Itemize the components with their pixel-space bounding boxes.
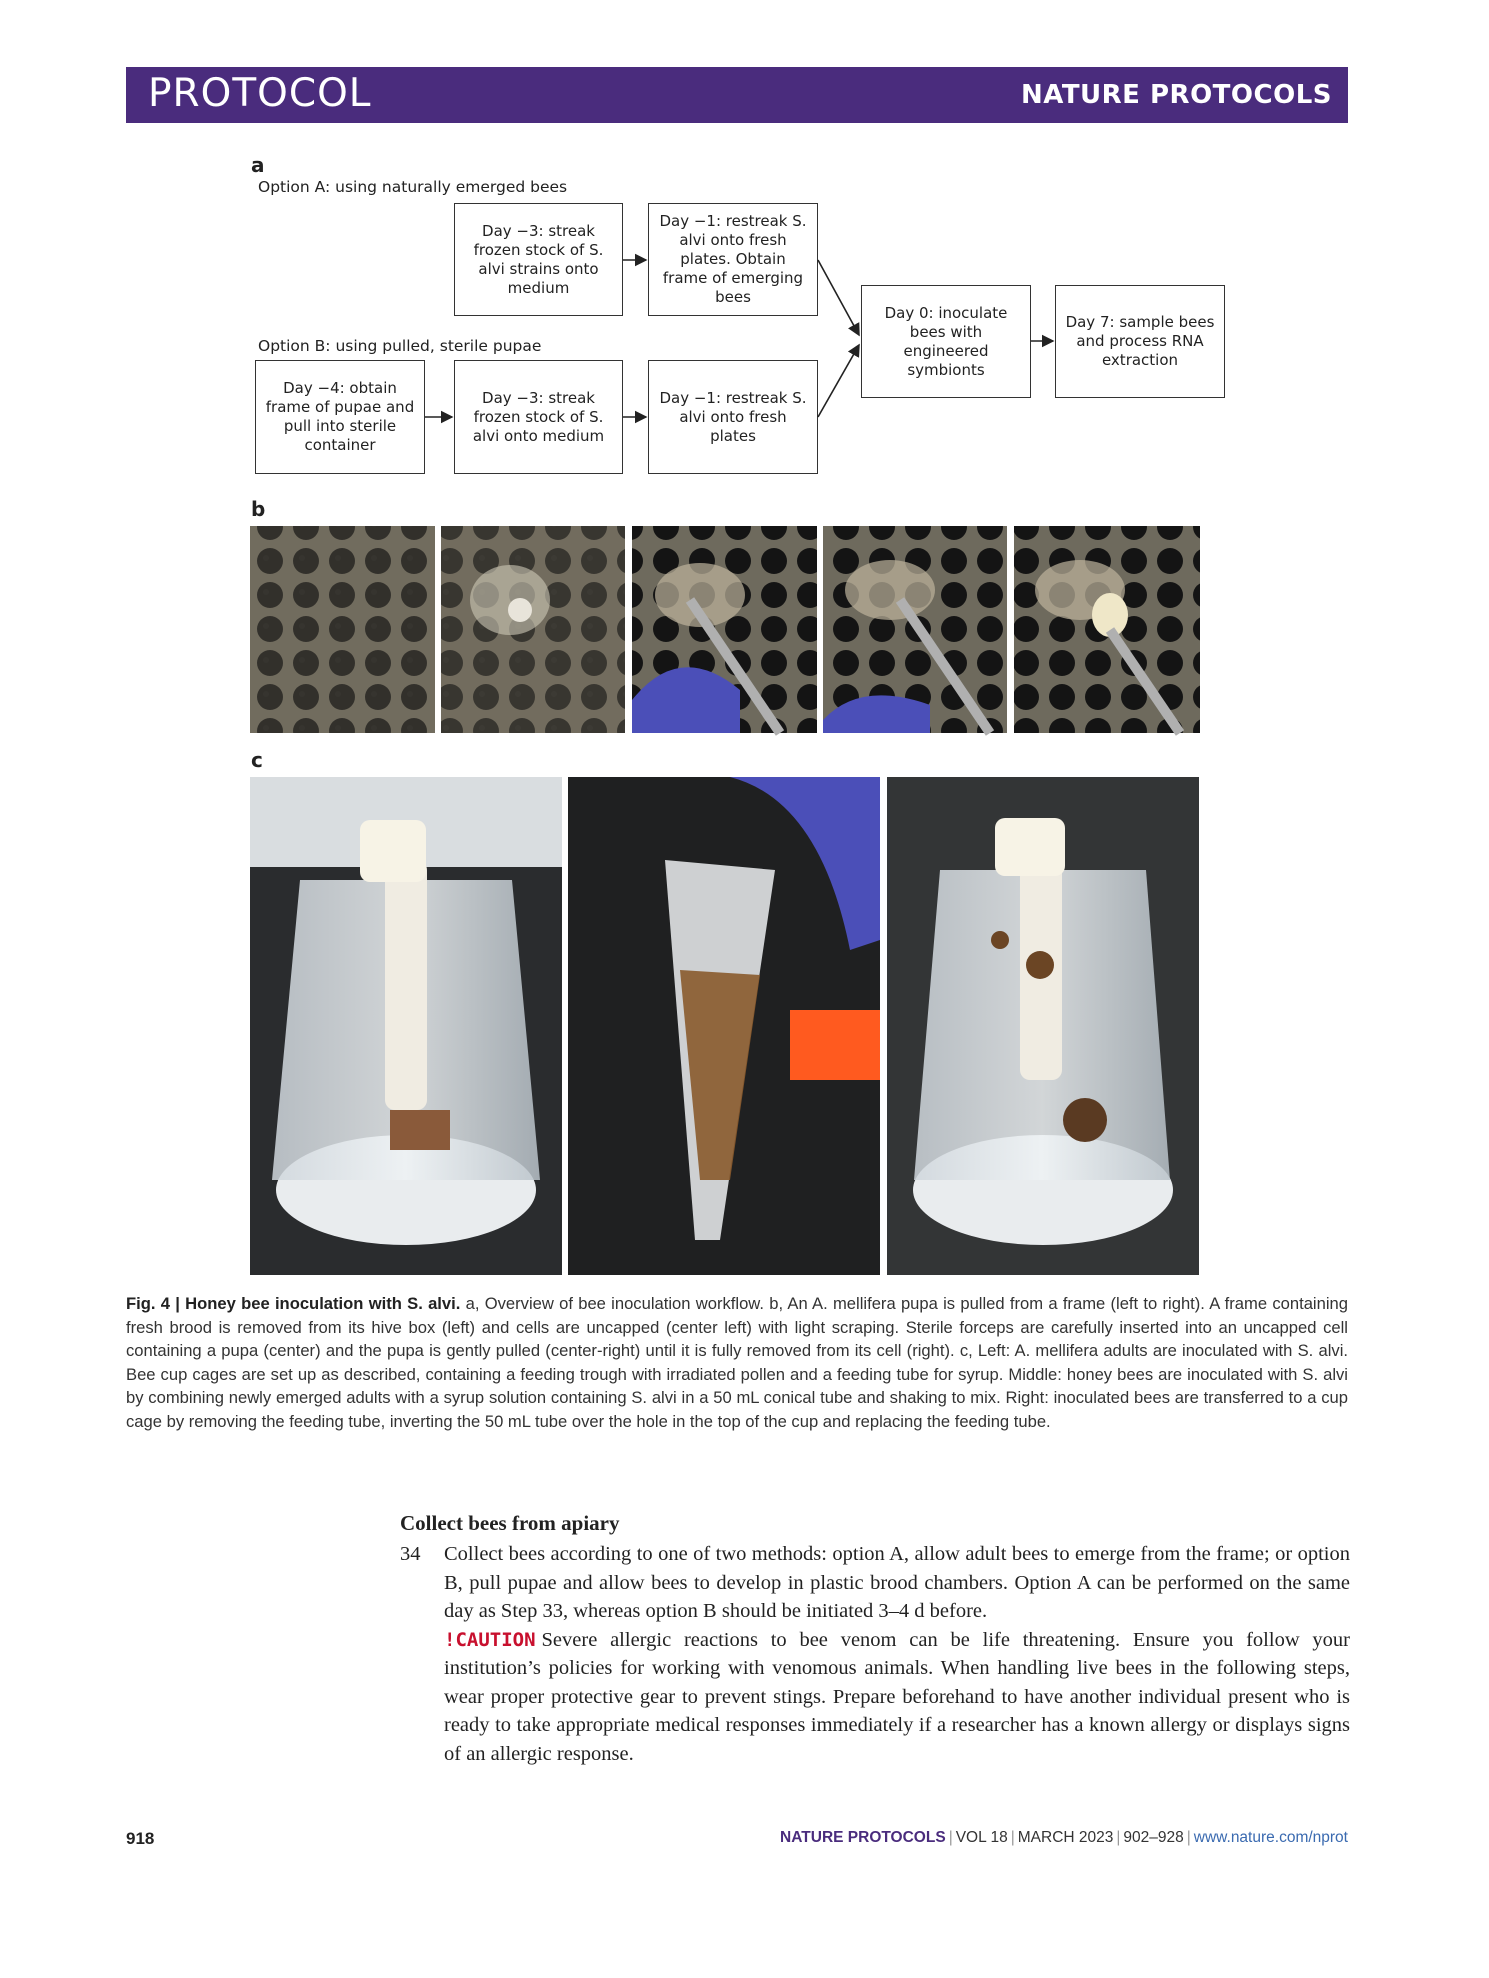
photo-b5-pupa-removed <box>1014 526 1200 733</box>
photo-b4-pulling <box>823 526 1007 733</box>
step-34 <box>400 1540 1350 1768</box>
footer-journal: NATURE PROTOCOLS <box>780 1829 946 1846</box>
box-option-b-day-minus4: Day −4: obtain frame of pupae and pull into sterile container <box>255 360 425 474</box>
caption-title: Fig. 4 | Honey bee inoculation with S. alvi. <box>126 1294 461 1313</box>
footer-volume: VOL 18 <box>955 1829 1008 1846</box>
step-text: Collect bees according to one of two methods: option A, allow adult bees to emerge from the frame; or option B, pull pupae and allow bees to develop in plastic brood chambers. Option A can be performed on the same day as Step 33, whereas option B should be initiated 3–4 d before. <box>444 1543 1350 1622</box>
section-heading: Collect bees from apiary <box>400 1511 620 1535</box>
caution-paragraph <box>444 1626 1350 1769</box>
footer-date: MARCH 2023 <box>1017 1829 1114 1846</box>
photo-c3-inoculated-cage <box>887 777 1199 1275</box>
box-day7-sample: Day 7: sample bees and process RNA extraction <box>1055 285 1225 398</box>
journal-name-header: NATURE PROTOCOLS <box>1020 80 1332 110</box>
box-option-a-day-minus1: Day −1: restreak S. alvi onto fresh plates. Obtain frame of emerging bees <box>648 203 818 316</box>
box-option-a-day-minus3: Day −3: streak frozen stock of S. alvi strains onto medium <box>454 203 623 316</box>
option-b-label: Option B: using pulled, sterile pupae <box>258 337 542 355</box>
panel-b-label: b <box>251 497 266 521</box>
box-option-b-day-minus3: Day −3: streak frozen stock of S. alvi onto medium <box>454 360 623 474</box>
protocol-section <box>400 1511 1350 1768</box>
photo-b3-forceps-inserted <box>632 526 817 733</box>
caution-text: Severe allergic reactions to bee venom can be life threatening. Ensure you follow your institution’s policies for working with venomous animals. When handling live bees in the following steps, wear proper protective gear to prevent stings. Prepare beforehand to have another individual present who is ready to take appropriate medical responses immediately if a researcher has a known allergy or displays signs of an allergic response. <box>444 1628 1350 1765</box>
section-type-label: PROTOCOL <box>148 71 372 116</box>
photo-c2-conical-tube <box>568 777 880 1275</box>
photo-b1-frame-left <box>250 526 435 733</box>
figure-caption <box>126 1292 1348 1434</box>
step-number: 34 <box>400 1543 421 1565</box>
panel-c-label: c <box>251 748 263 772</box>
box-day0-inoculate: Day 0: inoculate bees with engineered symbionts <box>861 285 1031 398</box>
box-option-b-day-minus1: Day −1: restreak S. alvi onto fresh plates <box>648 360 818 474</box>
panel-a-label: a <box>251 153 265 177</box>
caution-label: !CAUTION <box>444 1628 536 1651</box>
option-a-label: Option A: using naturally emerged bees <box>258 178 568 196</box>
footer-pages: 902–928 <box>1123 1829 1184 1846</box>
page-number: 918 <box>126 1829 155 1848</box>
caption-text: a, Overview of bee inoculation workflow. b, An A. mellifera pupa is pulled from a frame (left to right). A frame containing fresh brood is removed from its hive box (left) and cells are uncapped (center left) with light scraping. Sterile forceps are carefully inserted into an uncapped cell containing a pupa (center) and the pupa is gently pulled (center-right) until it is fully removed from its cell (right). c, Left: A. mellifera adults are inoculated with S. alvi. Bee cup cages are set up as described, containing a feeding trough with irradiated pollen and a feeding tube for syrup. Middle: honey bees are inoculated with S. alvi by combining newly emerged adults with a syrup solution containing S. alvi in a 50 mL conical tube and shaking to mix. Right: inoculated bees are transferred to a cup cage by removing the feeding tube, inverting the 50 mL tube over the hole in the top of the cup and replacing the feeding tube. <box>126 1294 1348 1431</box>
footer-url-link[interactable]: www.nature.com/nprot <box>1193 1829 1348 1846</box>
photo-b2-uncapped <box>441 526 625 733</box>
step-body <box>444 1540 1350 1768</box>
photo-c1-cup-cage-setup <box>250 777 562 1275</box>
journal-footer: NATURE PROTOCOLS | VOL 18 | MARCH 2023 | 902–928 | www.nature.com/nprot <box>780 1829 1348 1846</box>
